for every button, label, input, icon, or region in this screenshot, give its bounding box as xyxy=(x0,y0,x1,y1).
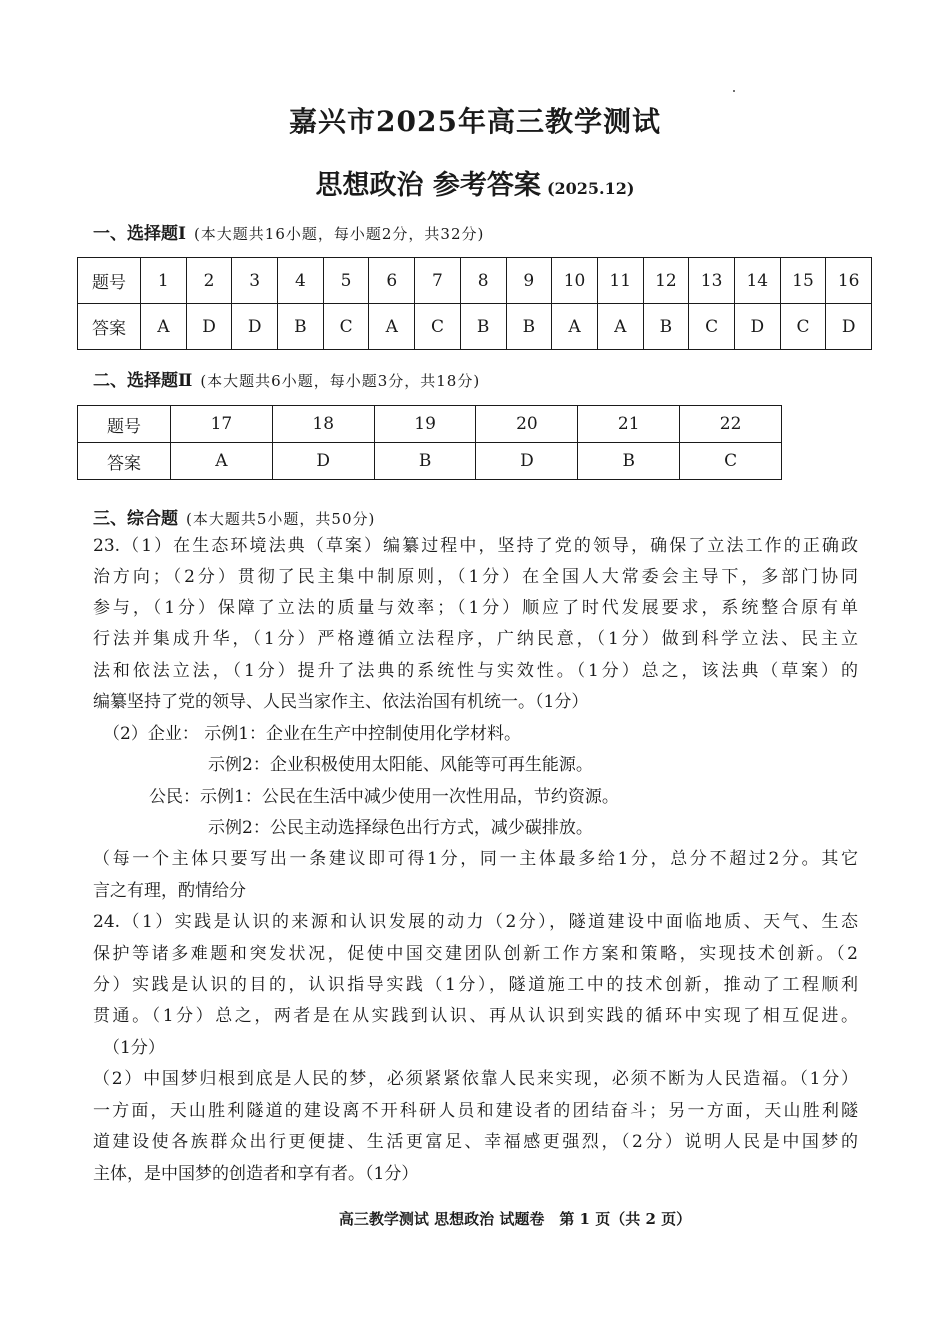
answer-line: 参与，（1分）保障了立法的质量与效率；（1分）顺应了时代发展要求，系统整合原有单 xyxy=(93,598,858,618)
table1-row-label: 题号 xyxy=(78,258,141,304)
table1-question-number: 8 xyxy=(460,258,506,304)
table1-question-number: 4 xyxy=(278,258,324,304)
table1-question-number: 9 xyxy=(506,258,552,304)
table2-question-number: 18 xyxy=(272,406,374,443)
table1-answer-cell: A xyxy=(141,304,187,350)
table2-answer-cell: D xyxy=(272,443,374,480)
answer-line: 示例2：企业积极使用太阳能、风能等可再生能源。 xyxy=(208,755,593,775)
table1-question-number: 6 xyxy=(369,258,415,304)
answer-line: 分）实践是认识的目的，认识指导实践（1分），隧道施工中的技术创新，推动了工程顺利 xyxy=(93,975,858,995)
answer-table-2 xyxy=(77,405,782,480)
page-footer: 高三教学测试 思想政治 试题卷 第 1 页（共 2 页） xyxy=(338,1210,692,1228)
answer-line: 法和依法立法，（1分）提升了法典的系统性与实效性。（1分）总之，该法典（草案）的 xyxy=(93,661,858,681)
table2-row-label: 答案 xyxy=(78,443,171,480)
section1-desc: (本大题共16小题，每小题2分，共32分) xyxy=(193,225,485,243)
table1-question-number: 16 xyxy=(826,258,872,304)
section3-name: 三、综合题 xyxy=(93,509,178,529)
table1-question-number: 7 xyxy=(415,258,461,304)
answer-line: 示例2：公民主动选择绿色出行方式，减少碳排放。 xyxy=(208,818,593,838)
answer-line: 公民：示例1：公民在生活中减少使用一次性用品，节约资源。 xyxy=(149,787,619,807)
table2-question-number: 17 xyxy=(171,406,273,443)
table1-question-number: 13 xyxy=(689,258,735,304)
table1-answer-cell: C xyxy=(780,304,826,350)
table1-answer-cell: D xyxy=(186,304,232,350)
table1-question-number: 1 xyxy=(141,258,187,304)
answer-line: 24.（1）实践是认识的来源和认识发展的动力（2分），隧道建设中面临地质、天气、生态 xyxy=(93,912,858,932)
table2-answer-row xyxy=(78,443,782,480)
table1-question-number: 11 xyxy=(597,258,643,304)
section2-heading xyxy=(93,366,480,391)
section2-desc: (本大题共6小题，每小题3分，共18分) xyxy=(200,372,481,390)
table1-answer-cell: A xyxy=(552,304,598,350)
scan-speck xyxy=(733,90,735,92)
table1-answer-row xyxy=(78,304,872,350)
table1-answer-cell: C xyxy=(689,304,735,350)
section1-name: 一、选择题Ⅰ xyxy=(93,224,186,244)
answer-table-1 xyxy=(77,257,872,350)
table2-answer-cell: B xyxy=(374,443,476,480)
answer-line: （2）企业： 示例1：企业在生产中控制使用化学材料。 xyxy=(103,724,522,744)
table1-answer-cell: D xyxy=(734,304,780,350)
answer-line: 一方面，天山胜利隧道的建设离不开科研人员和建设者的团结奋斗；另一方面，天山胜利隧 xyxy=(93,1101,858,1121)
table1-answer-cell: B xyxy=(506,304,552,350)
table2-question-number: 22 xyxy=(680,406,782,443)
answer-line: 保护等诸多难题和突发状况，促使中国交建团队创新工作方案和策略，实现技术创新。（2 xyxy=(93,944,858,964)
table1-question-number: 3 xyxy=(232,258,278,304)
section3-heading xyxy=(93,504,375,529)
answer-line: （每一个主体只要写出一条建议即可得1分，同一主体最多给1分，总分不超过2分。其它 xyxy=(93,849,858,869)
answer-line: （1分） xyxy=(103,1038,165,1058)
table2-question-number: 19 xyxy=(374,406,476,443)
table1-answer-cell: D xyxy=(826,304,872,350)
answer-line: 贯通。（1分）总之，两者是在从实践到认识、再从认识到实践的循环中实现了相互促进。 xyxy=(93,1006,858,1026)
table1-question-number: 15 xyxy=(780,258,826,304)
table2-answer-cell: B xyxy=(578,443,680,480)
table2-answer-cell: A xyxy=(171,443,273,480)
table1-answer-cell: A xyxy=(597,304,643,350)
table1-question-number: 12 xyxy=(643,258,689,304)
section1-heading xyxy=(93,219,484,244)
answer-line: 23.（1）在生态环境法典（草案）编纂过程中，坚持了党的领导，确保了立法工作的正确政 xyxy=(93,536,858,556)
answer-line: 编纂坚持了党的领导、人民当家作主、依法治国有机统一。（1分） xyxy=(93,692,589,712)
answer-line: 道建设使各族群众出行更便捷、生活更富足、幸福感更强烈，（2分）说明人民是中国梦的 xyxy=(93,1132,858,1152)
table1-number-row xyxy=(78,258,872,304)
table1-row-label: 答案 xyxy=(78,304,141,350)
table1-answer-cell: D xyxy=(232,304,278,350)
table1-question-number: 10 xyxy=(552,258,598,304)
table1-question-number: 5 xyxy=(323,258,369,304)
table2-row-label: 题号 xyxy=(78,406,171,443)
answer-line: 言之有理，酌情给分 xyxy=(93,881,246,901)
page-subtitle xyxy=(0,163,950,202)
table1-answer-cell: B xyxy=(278,304,324,350)
answer-line: （2）中国梦归根到底是人民的梦，必须紧紧依靠人民来实现，必须不断为人民造福。（1分） xyxy=(93,1069,858,1089)
section3-desc: (本大题共5小题，共50分) xyxy=(186,510,376,528)
table2-answer-cell: C xyxy=(680,443,782,480)
table1-answer-cell: C xyxy=(323,304,369,350)
answer-line: 行法并集成升华，（1分）严格遵循立法程序，广纳民意，（1分）做到科学立法、民主立 xyxy=(93,629,858,649)
section2-name: 二、选择题Ⅱ xyxy=(93,371,193,391)
table1-answer-cell: B xyxy=(643,304,689,350)
table2-answer-cell: D xyxy=(476,443,578,480)
table2-question-number: 21 xyxy=(578,406,680,443)
table2-number-row xyxy=(78,406,782,443)
table1-answer-cell: B xyxy=(460,304,506,350)
table1-question-number: 2 xyxy=(186,258,232,304)
answer-line: 主体，是中国梦的创造者和享有者。（1分） xyxy=(93,1164,419,1184)
table1-question-number: 14 xyxy=(734,258,780,304)
subtitle-text: 思想政治 参考答案 xyxy=(315,170,541,201)
answer-line: 治方向；（2分）贯彻了民主集中制原则，（1分）在全国人大常委会主导下，多部门协同 xyxy=(93,567,858,587)
subtitle-date: (2025.12) xyxy=(546,179,635,198)
table1-answer-cell: C xyxy=(415,304,461,350)
table2-question-number: 20 xyxy=(476,406,578,443)
page-title: 嘉兴市2025年高三教学测试 xyxy=(289,105,661,138)
table1-answer-cell: A xyxy=(369,304,415,350)
